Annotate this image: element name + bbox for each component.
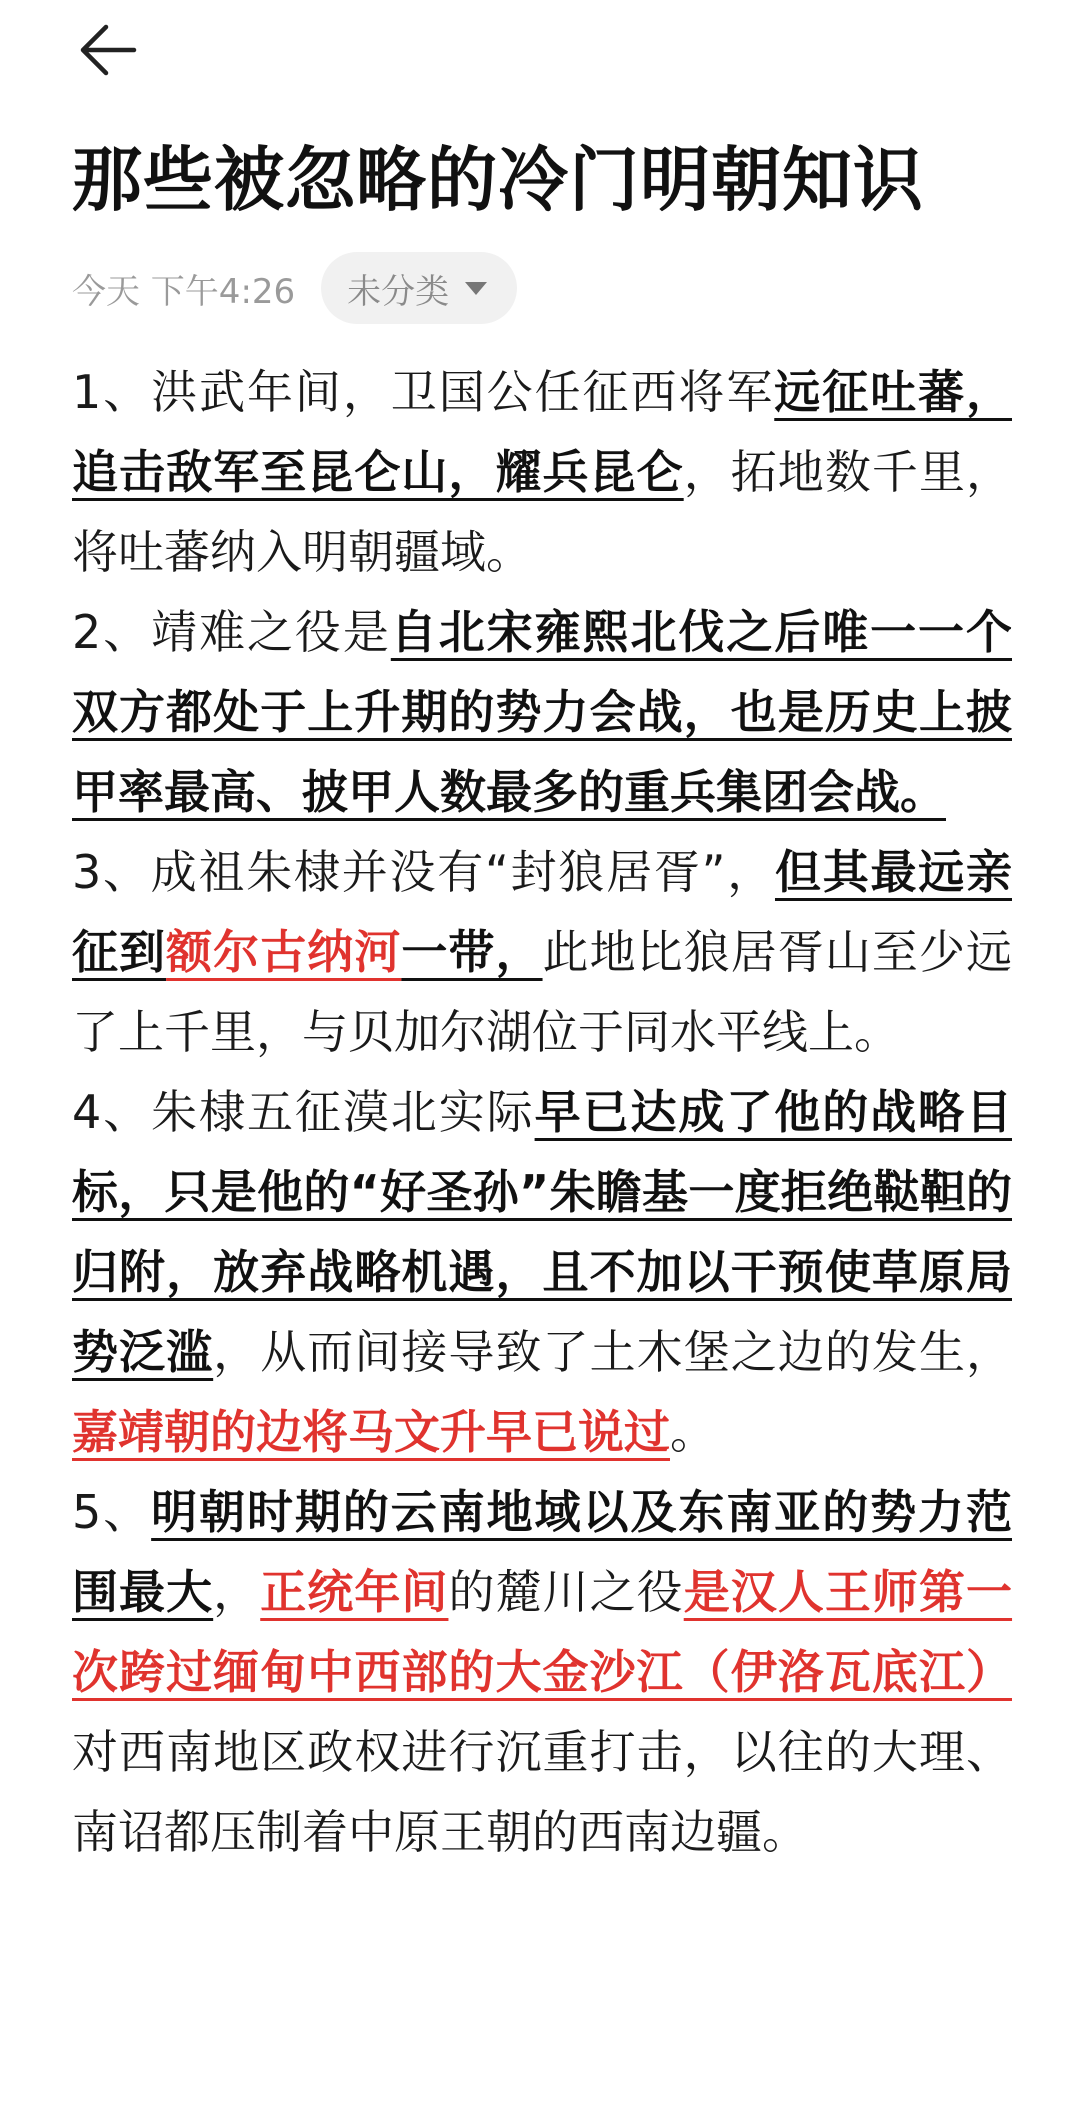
note-timestamp: 今天 下午4:26 (72, 271, 296, 312)
note-meta (72, 252, 517, 324)
note-title: 那些被忽略的冷门明朝知识 (72, 139, 924, 221)
text-segment: ，从而间接导致了土木堡之边的发生， (213, 1325, 1013, 1379)
arrow-left-icon (72, 14, 144, 86)
bold-underline-text: 远征吐蕃，追击敌军至昆仑山，耀兵昆仑 (72, 365, 1012, 499)
text-segment: 的麓川之役 (448, 1565, 684, 1619)
category-label: 未分类 (347, 271, 450, 312)
paragraph-5 (72, 1472, 1012, 1872)
red-highlight-text: 嘉靖朝的边将马文升早已说过 (72, 1405, 670, 1459)
paragraph-4 (72, 1072, 1012, 1472)
paragraph-1 (72, 352, 1012, 592)
text-segment: 3、成祖朱棣并没有“封狼居胥”， (72, 845, 775, 899)
back-button[interactable] (72, 14, 144, 86)
red-highlight-text: 是汉人王师第一次跨过缅甸中西部的大金沙江（伊洛瓦底江） (72, 1565, 1013, 1699)
text-segment: 1、洪武年间，卫国公任征西将军 (72, 365, 775, 419)
bold-underline-text: 明朝时期的云南地域以及东南亚的势力范围最大 (72, 1485, 1012, 1619)
text-segment: 对西南地区政权进行沉重打击，以往的大理、南诏都压制着中原王朝的西南边疆。 (72, 1725, 1012, 1859)
bold-underline-text: 但其最远亲征到 (72, 845, 1012, 979)
bold-underline-text: 一带， (401, 925, 543, 979)
text-segment: 此地比狼居胥山至少远了上千里，与贝加尔湖位于同水平线上。 (72, 925, 1013, 1059)
text-segment: 5、 (72, 1485, 152, 1539)
paragraph-2 (72, 592, 1012, 832)
text-segment: 2、靖难之役是 (72, 605, 391, 659)
red-highlight-text: 正统年间 (260, 1565, 449, 1619)
text-segment: ， (213, 1565, 261, 1619)
text-segment: 。 (670, 1405, 716, 1459)
note-body[interactable] (72, 352, 1012, 1872)
bold-underline-text: 自北宋雍熙北伐之后唯一一个双方都处于上升期的势力会战，也是历史上披甲率最高、披甲人数最多的重兵集团会战。 (72, 605, 1012, 819)
top-bar (0, 0, 1084, 110)
text-segment: ，拓地数千里，将吐蕃纳入明朝疆域。 (72, 445, 1013, 579)
category-dropdown[interactable] (321, 252, 517, 324)
bold-underline-text: 早已达成了他的战略目标，只是他的“好圣孙”朱瞻基一度拒绝鞑靼的归附，放弃战略机遇，且不加以干预使草原局势泛滥 (72, 1085, 1012, 1379)
caret-down-icon (465, 282, 487, 295)
text-segment: 4、朱棣五征漠北实际 (72, 1085, 535, 1139)
red-highlight-text: 额尔古纳河 (166, 925, 402, 979)
paragraph-3 (72, 832, 1012, 1072)
